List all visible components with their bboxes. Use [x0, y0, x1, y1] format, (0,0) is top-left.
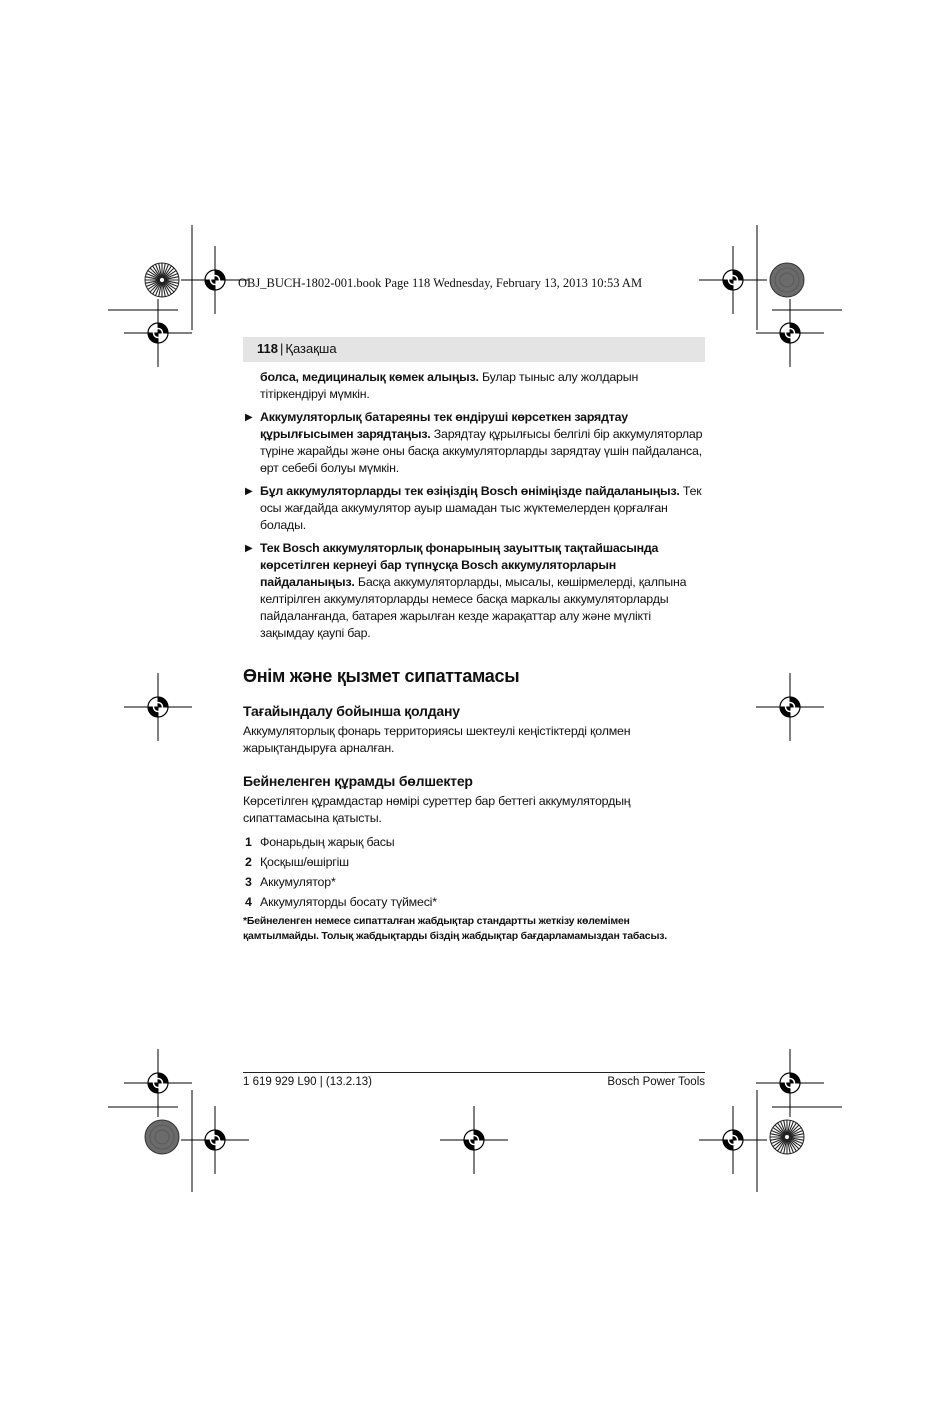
usage-heading: Тағайындалу бойынша қолдану [243, 703, 460, 719]
list-item [243, 894, 706, 911]
section-title: Өнім және қызмет сипаттамасы [243, 666, 520, 686]
footer-brand: Bosch Power Tools [607, 1076, 705, 1088]
bullet-item [243, 483, 706, 534]
footnote: *Бейнеленген немесе сипатталған жабдықтар стандартты жеткізу көлемімен қамтылмайды. Толық жабдықтарды біздің жабдықтар бағдарламамыздан табасыз. [243, 915, 667, 942]
page-header [243, 337, 705, 362]
list-item [243, 874, 706, 891]
bullet-text: Тек осы жағдайда аккумулятор ауыр шамадан тыс жүктемелерден қорғалған болады. [260, 484, 702, 532]
item-number: 1 [245, 835, 252, 849]
footer-divider [243, 1072, 705, 1073]
components-list [243, 834, 706, 911]
intro-paragraph [243, 369, 706, 403]
item-number: 2 [245, 855, 252, 869]
item-number: 3 [245, 875, 252, 889]
components-heading: Бейнеленген құрамды бөлшектер [243, 773, 473, 789]
arrow-bullet-icon: ▶ [245, 543, 253, 554]
bullet-text: Зарядтау құрылғысы белгілі бір аккумуляторлар түріне жарайды және оны басқа аккумуляторларды зарядтау үшін пайдаланса, өрт себебі болуы мүмкін. [260, 427, 703, 475]
page-number: 118 [257, 341, 278, 356]
item-number: 4 [245, 895, 252, 909]
footer-doc-number: 1 619 929 L90 | (13.2.13) [243, 1076, 372, 1088]
intro-text: Булар тыныс алу жолдарын тітіркендіруі мүмкін. [260, 370, 639, 401]
bullet-bold: Бұл аккумуляторларды тек өзіңіздің Bosch өніміңізде пайдаланыңыз. [260, 484, 680, 498]
bullet-text: Басқа аккумуляторларды, мысалы, көшірмелерді, қалпына келтірілген аккумуляторларды немесе басқа маркалы аккумуляторларды пайдаланғанда, батарея жарылған кезде жарақаттар алу және мүлікті зақымдау қаупі бар. [260, 575, 687, 640]
arrow-bullet-icon: ▶ [245, 486, 253, 497]
header-language: Қазақша [285, 341, 337, 356]
list-item [243, 834, 706, 851]
header-text [257, 341, 337, 356]
item-label: Фонарьдың жарық басы [260, 835, 395, 849]
arrow-bullet-icon: ▶ [245, 412, 253, 423]
bullet-item [243, 540, 706, 642]
bullet-item [243, 409, 706, 477]
item-label: Қосқыш/өшіргіш [260, 855, 349, 869]
usage-text: Аккумуляторлық фонарь территориясы шектеулі кеңістіктерді қолмен жарықтандыруға арналған. [243, 724, 631, 755]
item-label: Аккумуляторды босату түймесі* [260, 895, 437, 909]
item-label: Аккумулятор* [260, 875, 336, 889]
bullet-bold: Тек Bosch аккумуляторлық фонарының зауыттық тақтайшасында көрсетілген кернеуі бар түпнұсқа Bosch аккумуляторларын пайдаланыңыз. [260, 541, 659, 589]
slug-line: OBJ_BUCH-1802-001.book Page 118 Wednesday, February 13, 2013 10:53 AM [238, 276, 643, 290]
main-content [243, 369, 706, 944]
intro-bold: болса, медициналық көмек алыңыз. [260, 370, 479, 384]
header-separator: | [279, 341, 284, 356]
components-intro: Көрсетілген құрамдастар нөмірі суреттер бар беттегі аккумулятордың сипаттамасына қатысты. [243, 794, 631, 825]
bullet-bold: Аккумуляторлық батареяны тек өндіруші көрсеткен зарядтау құрылғысымен зарядтаңыз. [260, 410, 628, 441]
list-item [243, 854, 706, 871]
